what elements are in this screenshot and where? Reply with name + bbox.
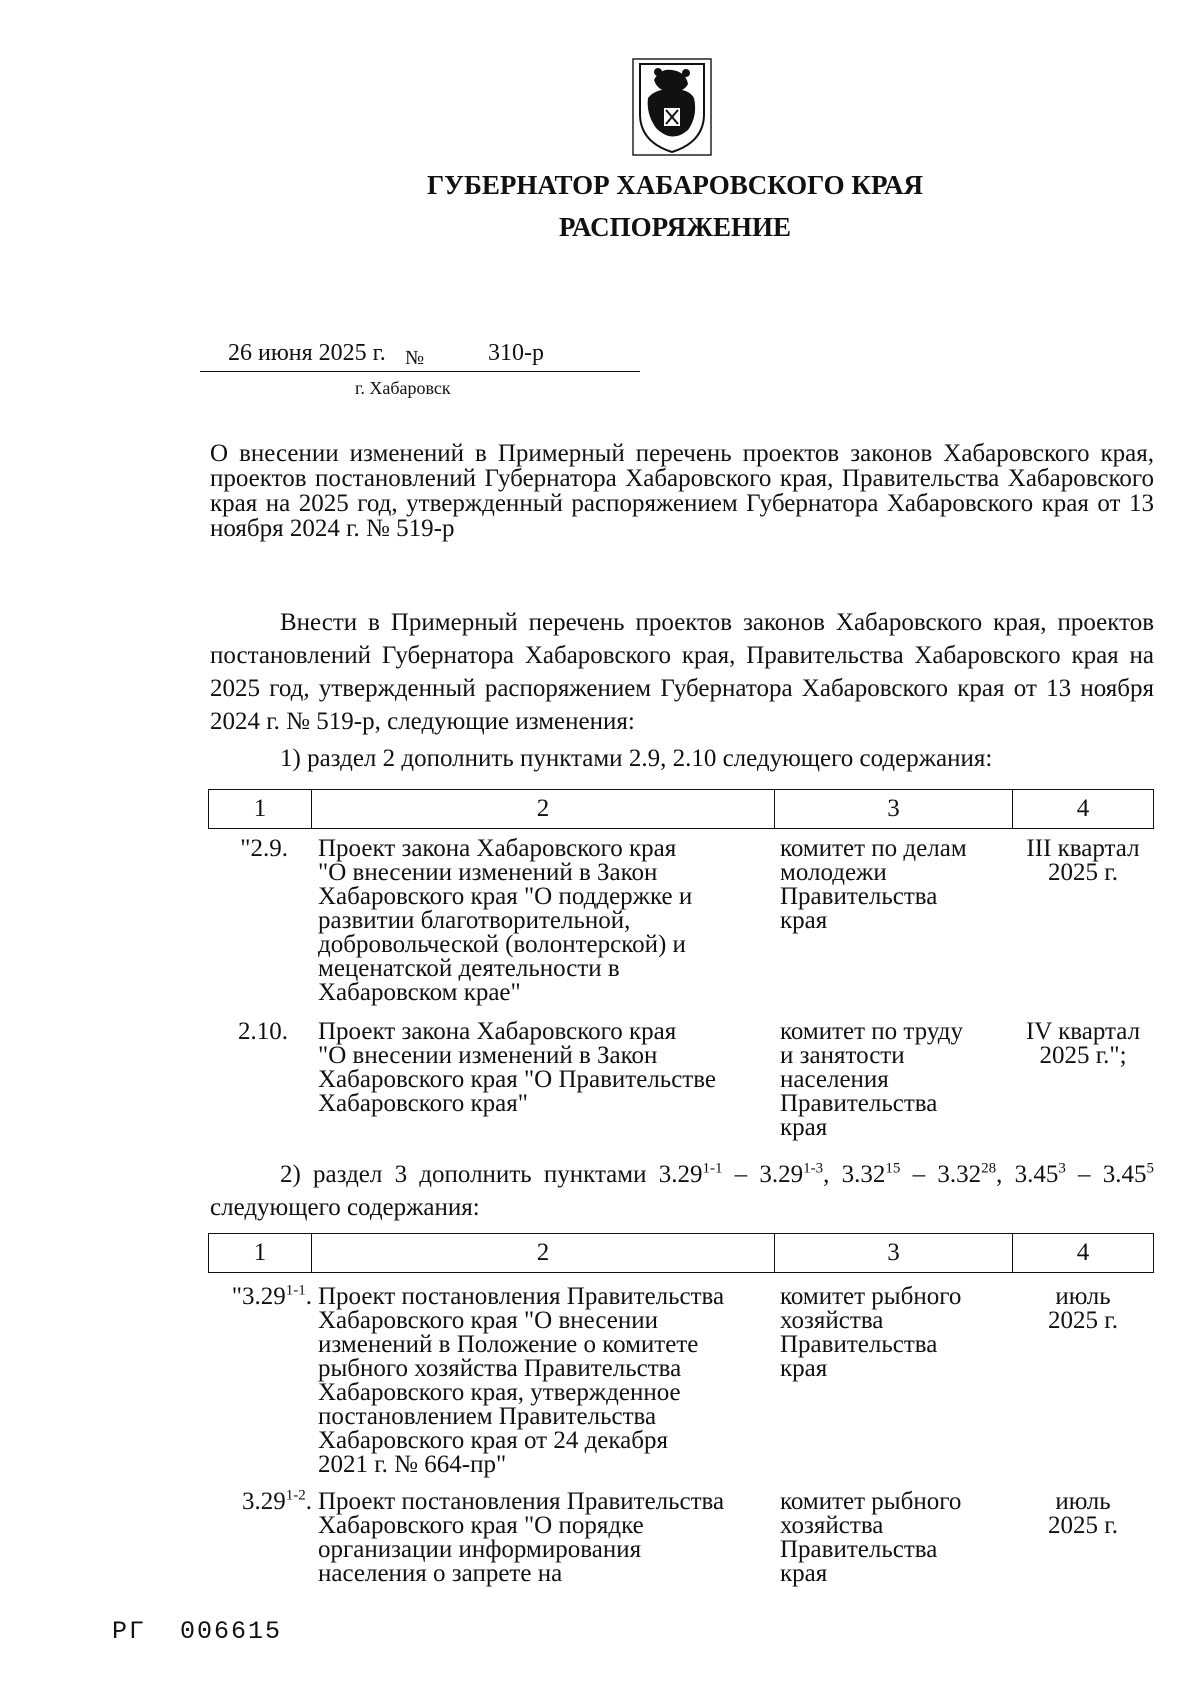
exec-line: комитет рыбного — [780, 1283, 962, 1310]
desc-line: рыбного хозяйства Правительства — [318, 1355, 682, 1382]
term-line: III квартал — [1026, 835, 1140, 862]
body-intro — [210, 606, 1154, 738]
desc-line: Проект постановления Правительства — [318, 1283, 725, 1310]
desc-line: "О внесении изменений в Закон — [318, 859, 658, 886]
desc-line: 2021 г. № 664-пр" — [318, 1451, 507, 1478]
desc-line: населения о запрете на — [318, 1560, 563, 1587]
desc-line: Хабаровском крае" — [318, 979, 521, 1006]
desc-line: развитии благотворительной, — [318, 907, 631, 934]
row-term — [1012, 1020, 1154, 1068]
row-description — [318, 1490, 778, 1586]
exec-line: хозяйства — [780, 1307, 884, 1334]
item-2: 2) раздел 3 дополнить пунктами 3.29$^{1-1}$ – 3.29$^{1-3}$, 3.32$^{15}$ – 3.32$^{28}$, 3.45$^3$ – 3.45$^5$ следующего содержания: — [210, 1160, 1155, 1221]
exec-line: комитет по делам — [780, 835, 967, 862]
exec-line: комитет по труду — [780, 1018, 963, 1045]
exec-line: комитет рыбного — [780, 1488, 962, 1515]
term-line: июль — [1055, 1283, 1111, 1310]
desc-line: Хабаровского края "О Правительстве — [318, 1066, 716, 1093]
exec-line: края — [780, 1114, 828, 1141]
exec-line: края — [780, 1560, 828, 1587]
term-line: 2025 г. — [1048, 1512, 1118, 1539]
date-underline — [200, 371, 640, 372]
col-3-header: 3 — [775, 1234, 1013, 1273]
desc-line: изменений в Положение о комитете — [318, 1331, 699, 1358]
row-term — [1012, 1490, 1154, 1538]
exec-line: молодежи — [780, 859, 887, 886]
desc-line: Хабаровского края, утвержденное — [318, 1379, 681, 1406]
desc-line: "О внесении изменений в Закон — [318, 1042, 658, 1069]
desc-line: Проект закона Хабаровского края — [318, 835, 677, 862]
city: г. Хабаровск — [355, 378, 451, 398]
col-4-header: 4 — [1013, 1234, 1154, 1273]
exec-line: края — [780, 907, 828, 934]
number-sign: № — [405, 347, 425, 369]
exec-line: края — [780, 1355, 828, 1382]
exec-line: Правительства — [780, 1536, 938, 1563]
row-number: "3.29$^{1-1}$. — [231, 1282, 312, 1310]
intro-paragraph: Внести в Примерный перечень проектов законов Хабаровского края, проектов постановлений Губернатора Хабаровского края, Правительства Хабаровского края на 2025 год, утвержденный распоряжением Губернатора Хабаровского края от 13 ноября 2024 г. № 519-р, следующие изменения: — [210, 609, 1154, 735]
desc-line: Хабаровского края "О поддержке и — [318, 883, 693, 910]
term-line: июль — [1055, 1488, 1111, 1515]
exec-line: Правительства — [780, 1090, 938, 1117]
row-description — [318, 1020, 763, 1116]
col-1-header: 1 — [209, 790, 312, 829]
col-2-header: 2 — [312, 1234, 775, 1273]
item-1: 1) раздел 2 дополнить пунктами 2.9, 2.10 следующего содержания: — [280, 745, 993, 772]
exec-line: населения — [780, 1066, 889, 1093]
desc-line: Хабаровского края от 24 декабря — [318, 1427, 668, 1454]
row-executor — [780, 1020, 1012, 1140]
row-number: "2.9. — [240, 835, 288, 862]
authority-title: ГУБЕРНАТОР ХАБАРОВСКОГО КРАЯ — [427, 170, 923, 200]
term-line: IV квартал — [1025, 1018, 1141, 1045]
document-subject: О внесении изменений в Примерный перечень проектов законов Хабаровского края, проектов постановлений Губернатора Хабаровского края, Правительства Хабаровского края на 2025 год, утвержденный распоряжением Губернатора Хабаровского края от 13 ноября 2024 г. № 519-р — [210, 440, 1154, 542]
coat-of-arms-icon — [632, 58, 712, 156]
desc-line: Хабаровского края "О порядке — [318, 1512, 644, 1539]
row-term — [1012, 837, 1154, 885]
col-3-header: 3 — [775, 790, 1013, 829]
col-2-header: 2 — [312, 790, 775, 829]
col-1-header: 1 — [209, 1234, 312, 1273]
desc-line: добровольческой (волонтерской) и — [318, 931, 686, 958]
row-number: 3.29$^{1-2}$. — [242, 1487, 312, 1515]
term-line: 2025 г. — [1048, 1307, 1118, 1334]
col-4-header: 4 — [1013, 790, 1154, 829]
term-line: 2025 г."; — [1039, 1042, 1127, 1069]
desc-line: Хабаровского края "О внесении — [318, 1307, 659, 1334]
table1-header — [208, 789, 1154, 829]
desc-line: Проект закона Хабаровского края — [318, 1018, 677, 1045]
exec-line: Правительства — [780, 883, 938, 910]
document-date: 26 июня 2025 г. — [228, 340, 386, 366]
desc-line: Хабаровского края" — [318, 1090, 528, 1117]
exec-line: хозяйства — [780, 1512, 884, 1539]
desc-line: постановлением Правительства — [318, 1403, 657, 1430]
row-description — [318, 837, 763, 1005]
document-type: РАСПОРЯЖЕНИЕ — [558, 212, 792, 242]
row-executor — [780, 837, 1012, 933]
row-term — [1012, 1285, 1154, 1333]
row-number: 2.10. — [238, 1018, 288, 1045]
desc-line: организации информирования — [318, 1536, 642, 1563]
table2-header — [208, 1233, 1154, 1273]
row-executor — [780, 1490, 1012, 1586]
desc-line: Проект постановления Правительства — [318, 1488, 725, 1515]
exec-line: и занятости — [780, 1042, 905, 1069]
desc-line: меценатской деятельности в — [318, 955, 620, 982]
document-number: 310-р — [488, 340, 544, 366]
term-line: 2025 г. — [1048, 859, 1118, 886]
form-serial-number: РГ 006615 — [112, 1617, 283, 1646]
row-executor — [780, 1285, 1012, 1381]
row-description — [318, 1285, 778, 1477]
exec-line: Правительства — [780, 1331, 938, 1358]
